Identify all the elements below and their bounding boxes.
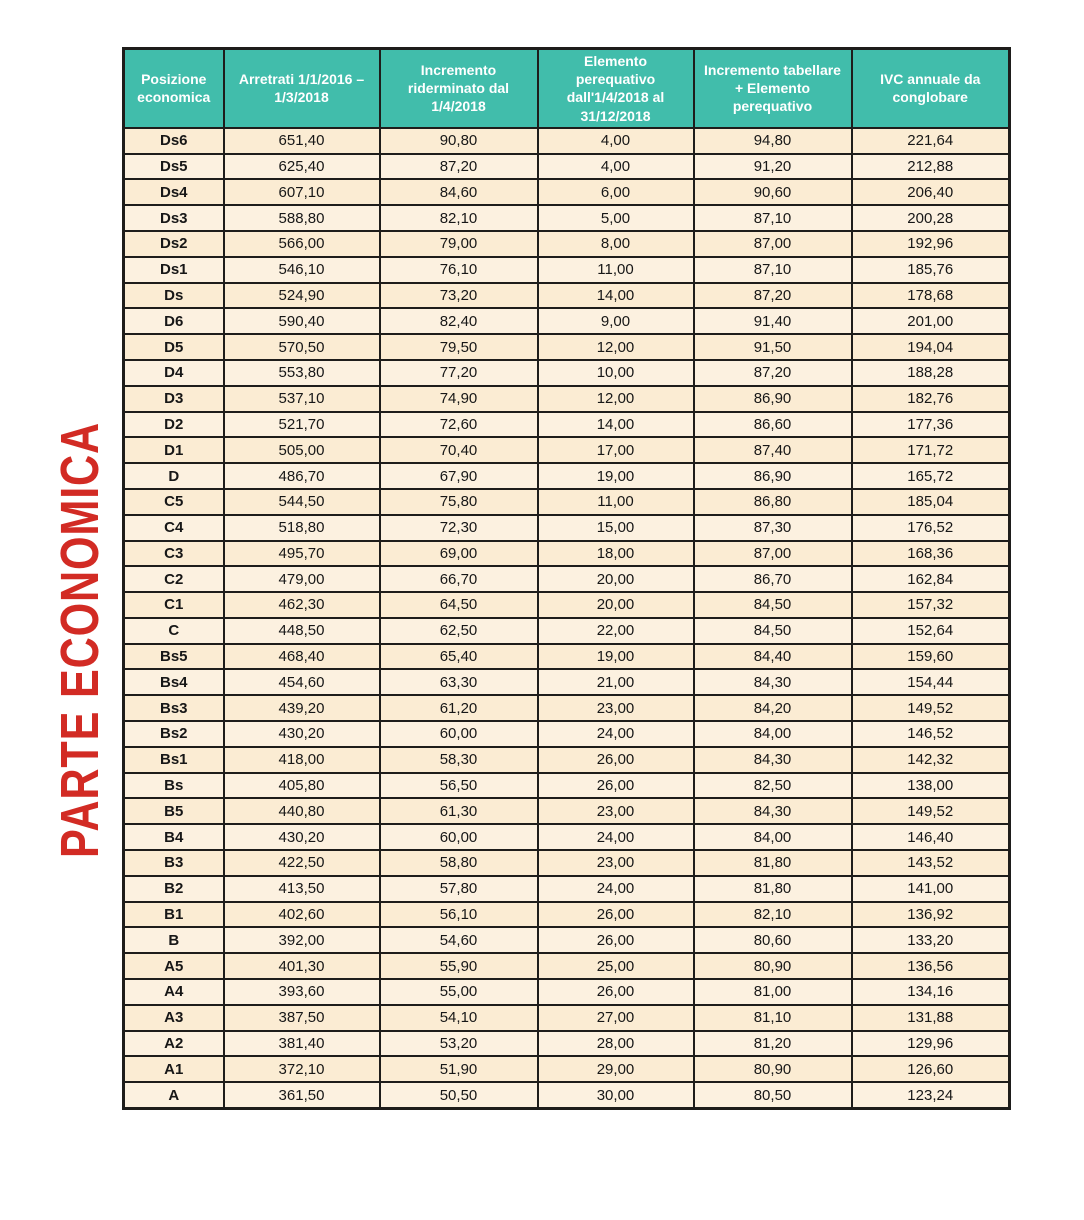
cell: 87,20 [694,283,852,309]
cell: 157,32 [852,592,1010,618]
cell: 84,50 [694,618,852,644]
column-header-4: Incremento tabellare + Elemento perequativo [694,49,852,128]
row-label: C5 [124,489,224,515]
table-row [124,1005,1010,1031]
cell: 607,10 [224,179,380,205]
row-label: D5 [124,334,224,360]
cell: 5,00 [538,205,694,231]
cell: 20,00 [538,592,694,618]
row-label: Ds [124,283,224,309]
cell: 86,60 [694,412,852,438]
column-header-1: Arretrati 1/1/2016 – 1/3/2018 [224,49,380,128]
cell: 468,40 [224,644,380,670]
cell: 177,36 [852,412,1010,438]
cell: 87,00 [694,541,852,567]
row-label: Ds3 [124,205,224,231]
cell: 70,40 [380,437,538,463]
row-label: Bs2 [124,721,224,747]
cell: 392,00 [224,927,380,953]
cell: 91,40 [694,308,852,334]
cell: 19,00 [538,644,694,670]
cell: 72,30 [380,515,538,541]
cell: 26,00 [538,747,694,773]
cell: 58,80 [380,850,538,876]
cell: 23,00 [538,798,694,824]
cell: 221,64 [852,128,1010,154]
cell: 90,60 [694,179,852,205]
cell: 553,80 [224,360,380,386]
table-row [124,618,1010,644]
cell: 418,00 [224,747,380,773]
cell: 86,90 [694,386,852,412]
cell: 454,60 [224,669,380,695]
cell: 479,00 [224,566,380,592]
cell: 401,30 [224,953,380,979]
cell: 82,40 [380,308,538,334]
cell: 9,00 [538,308,694,334]
row-label: C1 [124,592,224,618]
cell: 23,00 [538,850,694,876]
cell: 521,70 [224,412,380,438]
cell: 87,00 [694,231,852,257]
row-label: A2 [124,1031,224,1057]
cell: 6,00 [538,179,694,205]
cell: 131,88 [852,1005,1010,1031]
row-label: B4 [124,824,224,850]
cell: 84,30 [694,747,852,773]
table-row [124,308,1010,334]
cell: 381,40 [224,1031,380,1057]
section-title-vertical: PARTE ECONOMICA [50,421,110,859]
cell: 57,80 [380,876,538,902]
cell: 149,52 [852,695,1010,721]
cell: 30,00 [538,1082,694,1108]
table-row [124,902,1010,928]
cell: 19,00 [538,463,694,489]
cell: 4,00 [538,128,694,154]
cell: 84,30 [694,669,852,695]
table-row [124,205,1010,231]
cell: 55,90 [380,953,538,979]
cell: 402,60 [224,902,380,928]
cell: 84,00 [694,824,852,850]
cell: 524,90 [224,283,380,309]
cell: 430,20 [224,824,380,850]
cell: 23,00 [538,695,694,721]
row-label: D2 [124,412,224,438]
cell: 200,28 [852,205,1010,231]
row-label: D3 [124,386,224,412]
cell: 86,70 [694,566,852,592]
cell: 75,80 [380,489,538,515]
cell: 12,00 [538,334,694,360]
cell: 86,80 [694,489,852,515]
cell: 74,90 [380,386,538,412]
cell: 393,60 [224,979,380,1005]
cell: 201,00 [852,308,1010,334]
row-label: Bs1 [124,747,224,773]
table-row [124,515,1010,541]
row-label: B1 [124,902,224,928]
cell: 81,20 [694,1031,852,1057]
row-label: A5 [124,953,224,979]
cell: 134,16 [852,979,1010,1005]
table-row [124,669,1010,695]
cell: 26,00 [538,902,694,928]
cell: 87,10 [694,257,852,283]
cell: 171,72 [852,437,1010,463]
cell: 136,92 [852,902,1010,928]
cell: 440,80 [224,798,380,824]
cell: 26,00 [538,979,694,1005]
cell: 430,20 [224,721,380,747]
table-row [124,850,1010,876]
cell: 18,00 [538,541,694,567]
cell: 590,40 [224,308,380,334]
cell: 4,00 [538,154,694,180]
table-body [124,128,1010,1109]
cell: 8,00 [538,231,694,257]
cell: 61,20 [380,695,538,721]
cell: 146,52 [852,721,1010,747]
cell: 518,80 [224,515,380,541]
table-row [124,824,1010,850]
table-row [124,953,1010,979]
cell: 87,10 [694,205,852,231]
cell: 56,10 [380,902,538,928]
cell: 24,00 [538,721,694,747]
cell: 24,00 [538,824,694,850]
table-row [124,179,1010,205]
row-label: C [124,618,224,644]
cell: 546,10 [224,257,380,283]
table-row [124,876,1010,902]
column-header-2: Incremento riderminato dal 1/4/2018 [380,49,538,128]
cell: 168,36 [852,541,1010,567]
row-label: A1 [124,1056,224,1082]
cell: 82,10 [380,205,538,231]
cell: 651,40 [224,128,380,154]
row-label: B3 [124,850,224,876]
cell: 91,20 [694,154,852,180]
cell: 79,50 [380,334,538,360]
cell: 61,30 [380,798,538,824]
cell: 486,70 [224,463,380,489]
cell: 50,50 [380,1082,538,1108]
cell: 27,00 [538,1005,694,1031]
row-label: Ds2 [124,231,224,257]
table-row [124,592,1010,618]
cell: 81,80 [694,850,852,876]
table-row [124,1031,1010,1057]
table-row [124,437,1010,463]
cell: 12,00 [538,386,694,412]
cell: 29,00 [538,1056,694,1082]
cell: 67,90 [380,463,538,489]
cell: 136,56 [852,953,1010,979]
cell: 60,00 [380,721,538,747]
row-label: B [124,927,224,953]
table-row [124,463,1010,489]
row-label: D [124,463,224,489]
table-row [124,154,1010,180]
cell: 22,00 [538,618,694,644]
row-label: C4 [124,515,224,541]
row-label: A4 [124,979,224,1005]
cell: 26,00 [538,773,694,799]
cell: 28,00 [538,1031,694,1057]
cell: 176,52 [852,515,1010,541]
cell: 86,90 [694,463,852,489]
cell: 80,90 [694,953,852,979]
cell: 17,00 [538,437,694,463]
row-label: Bs [124,773,224,799]
cell: 14,00 [538,412,694,438]
cell: 60,00 [380,824,538,850]
cell: 94,80 [694,128,852,154]
cell: 69,00 [380,541,538,567]
cell: 165,72 [852,463,1010,489]
cell: 80,60 [694,927,852,953]
table-row [124,334,1010,360]
cell: 26,00 [538,927,694,953]
row-label: A3 [124,1005,224,1031]
cell: 20,00 [538,566,694,592]
cell: 126,60 [852,1056,1010,1082]
cell: 73,20 [380,283,538,309]
cell: 64,50 [380,592,538,618]
table-header [124,49,1010,128]
cell: 422,50 [224,850,380,876]
cell: 185,04 [852,489,1010,515]
row-label: C3 [124,541,224,567]
row-label: D1 [124,437,224,463]
table-row [124,644,1010,670]
cell: 448,50 [224,618,380,644]
cell: 405,80 [224,773,380,799]
table-row [124,566,1010,592]
table-row [124,721,1010,747]
cell: 82,50 [694,773,852,799]
cell: 143,52 [852,850,1010,876]
row-label: A [124,1082,224,1108]
table-row [124,798,1010,824]
cell: 87,40 [694,437,852,463]
cell: 10,00 [538,360,694,386]
cell: 361,50 [224,1082,380,1108]
table-row [124,283,1010,309]
table-row [124,747,1010,773]
cell: 55,00 [380,979,538,1005]
cell: 11,00 [538,257,694,283]
cell: 141,00 [852,876,1010,902]
cell: 192,96 [852,231,1010,257]
header-row [124,49,1010,128]
cell: 439,20 [224,695,380,721]
table-row [124,979,1010,1005]
cell: 537,10 [224,386,380,412]
row-label: Bs3 [124,695,224,721]
cell: 11,00 [538,489,694,515]
cell: 495,70 [224,541,380,567]
cell: 24,00 [538,876,694,902]
cell: 66,70 [380,566,538,592]
cell: 54,10 [380,1005,538,1031]
column-header-0: Posizione economica [124,49,224,128]
cell: 462,30 [224,592,380,618]
cell: 58,30 [380,747,538,773]
table-row [124,231,1010,257]
cell: 152,64 [852,618,1010,644]
cell: 90,80 [380,128,538,154]
cell: 81,80 [694,876,852,902]
cell: 87,20 [380,154,538,180]
cell: 129,96 [852,1031,1010,1057]
cell: 133,20 [852,927,1010,953]
row-label: Ds1 [124,257,224,283]
row-label: D4 [124,360,224,386]
cell: 206,40 [852,179,1010,205]
cell: 54,60 [380,927,538,953]
table-row [124,128,1010,154]
cell: 154,44 [852,669,1010,695]
cell: 77,20 [380,360,538,386]
cell: 65,40 [380,644,538,670]
cell: 76,10 [380,257,538,283]
cell: 178,68 [852,283,1010,309]
cell: 80,90 [694,1056,852,1082]
cell: 505,00 [224,437,380,463]
cell: 588,80 [224,205,380,231]
cell: 56,50 [380,773,538,799]
cell: 212,88 [852,154,1010,180]
column-header-5: IVC annuale da conglobare [852,49,1010,128]
cell: 566,00 [224,231,380,257]
cell: 63,30 [380,669,538,695]
cell: 80,50 [694,1082,852,1108]
cell: 87,20 [694,360,852,386]
cell: 84,60 [380,179,538,205]
cell: 79,00 [380,231,538,257]
row-label: B5 [124,798,224,824]
cell: 185,76 [852,257,1010,283]
table-row [124,412,1010,438]
cell: 62,50 [380,618,538,644]
row-label: Ds6 [124,128,224,154]
cell: 413,50 [224,876,380,902]
row-label: Ds4 [124,179,224,205]
cell: 14,00 [538,283,694,309]
cell: 182,76 [852,386,1010,412]
cell: 570,50 [224,334,380,360]
table-row [124,360,1010,386]
cell: 81,00 [694,979,852,1005]
salary-table [122,47,1011,1110]
cell: 146,40 [852,824,1010,850]
cell: 15,00 [538,515,694,541]
cell: 372,10 [224,1056,380,1082]
cell: 81,10 [694,1005,852,1031]
cell: 162,84 [852,566,1010,592]
table-row [124,695,1010,721]
cell: 87,30 [694,515,852,541]
row-label: Bs5 [124,644,224,670]
table-row [124,1082,1010,1108]
cell: 91,50 [694,334,852,360]
table-row [124,927,1010,953]
cell: 53,20 [380,1031,538,1057]
row-label: B2 [124,876,224,902]
cell: 159,60 [852,644,1010,670]
table-row [124,1056,1010,1082]
cell: 72,60 [380,412,538,438]
cell: 84,40 [694,644,852,670]
cell: 84,30 [694,798,852,824]
table-row [124,489,1010,515]
cell: 51,90 [380,1056,538,1082]
table-row [124,773,1010,799]
cell: 544,50 [224,489,380,515]
cell: 21,00 [538,669,694,695]
cell: 194,04 [852,334,1010,360]
column-header-3: Elemento perequativo dall'1/4/2018 al 31/12/2018 [538,49,694,128]
cell: 123,24 [852,1082,1010,1108]
cell: 25,00 [538,953,694,979]
cell: 82,10 [694,902,852,928]
cell: 138,00 [852,773,1010,799]
cell: 84,20 [694,695,852,721]
table-row [124,386,1010,412]
row-label: C2 [124,566,224,592]
table-row [124,257,1010,283]
cell: 84,50 [694,592,852,618]
cell: 387,50 [224,1005,380,1031]
cell: 188,28 [852,360,1010,386]
cell: 149,52 [852,798,1010,824]
row-label: D6 [124,308,224,334]
row-label: Bs4 [124,669,224,695]
cell: 625,40 [224,154,380,180]
cell: 142,32 [852,747,1010,773]
row-label: Ds5 [124,154,224,180]
cell: 84,00 [694,721,852,747]
table-row [124,541,1010,567]
